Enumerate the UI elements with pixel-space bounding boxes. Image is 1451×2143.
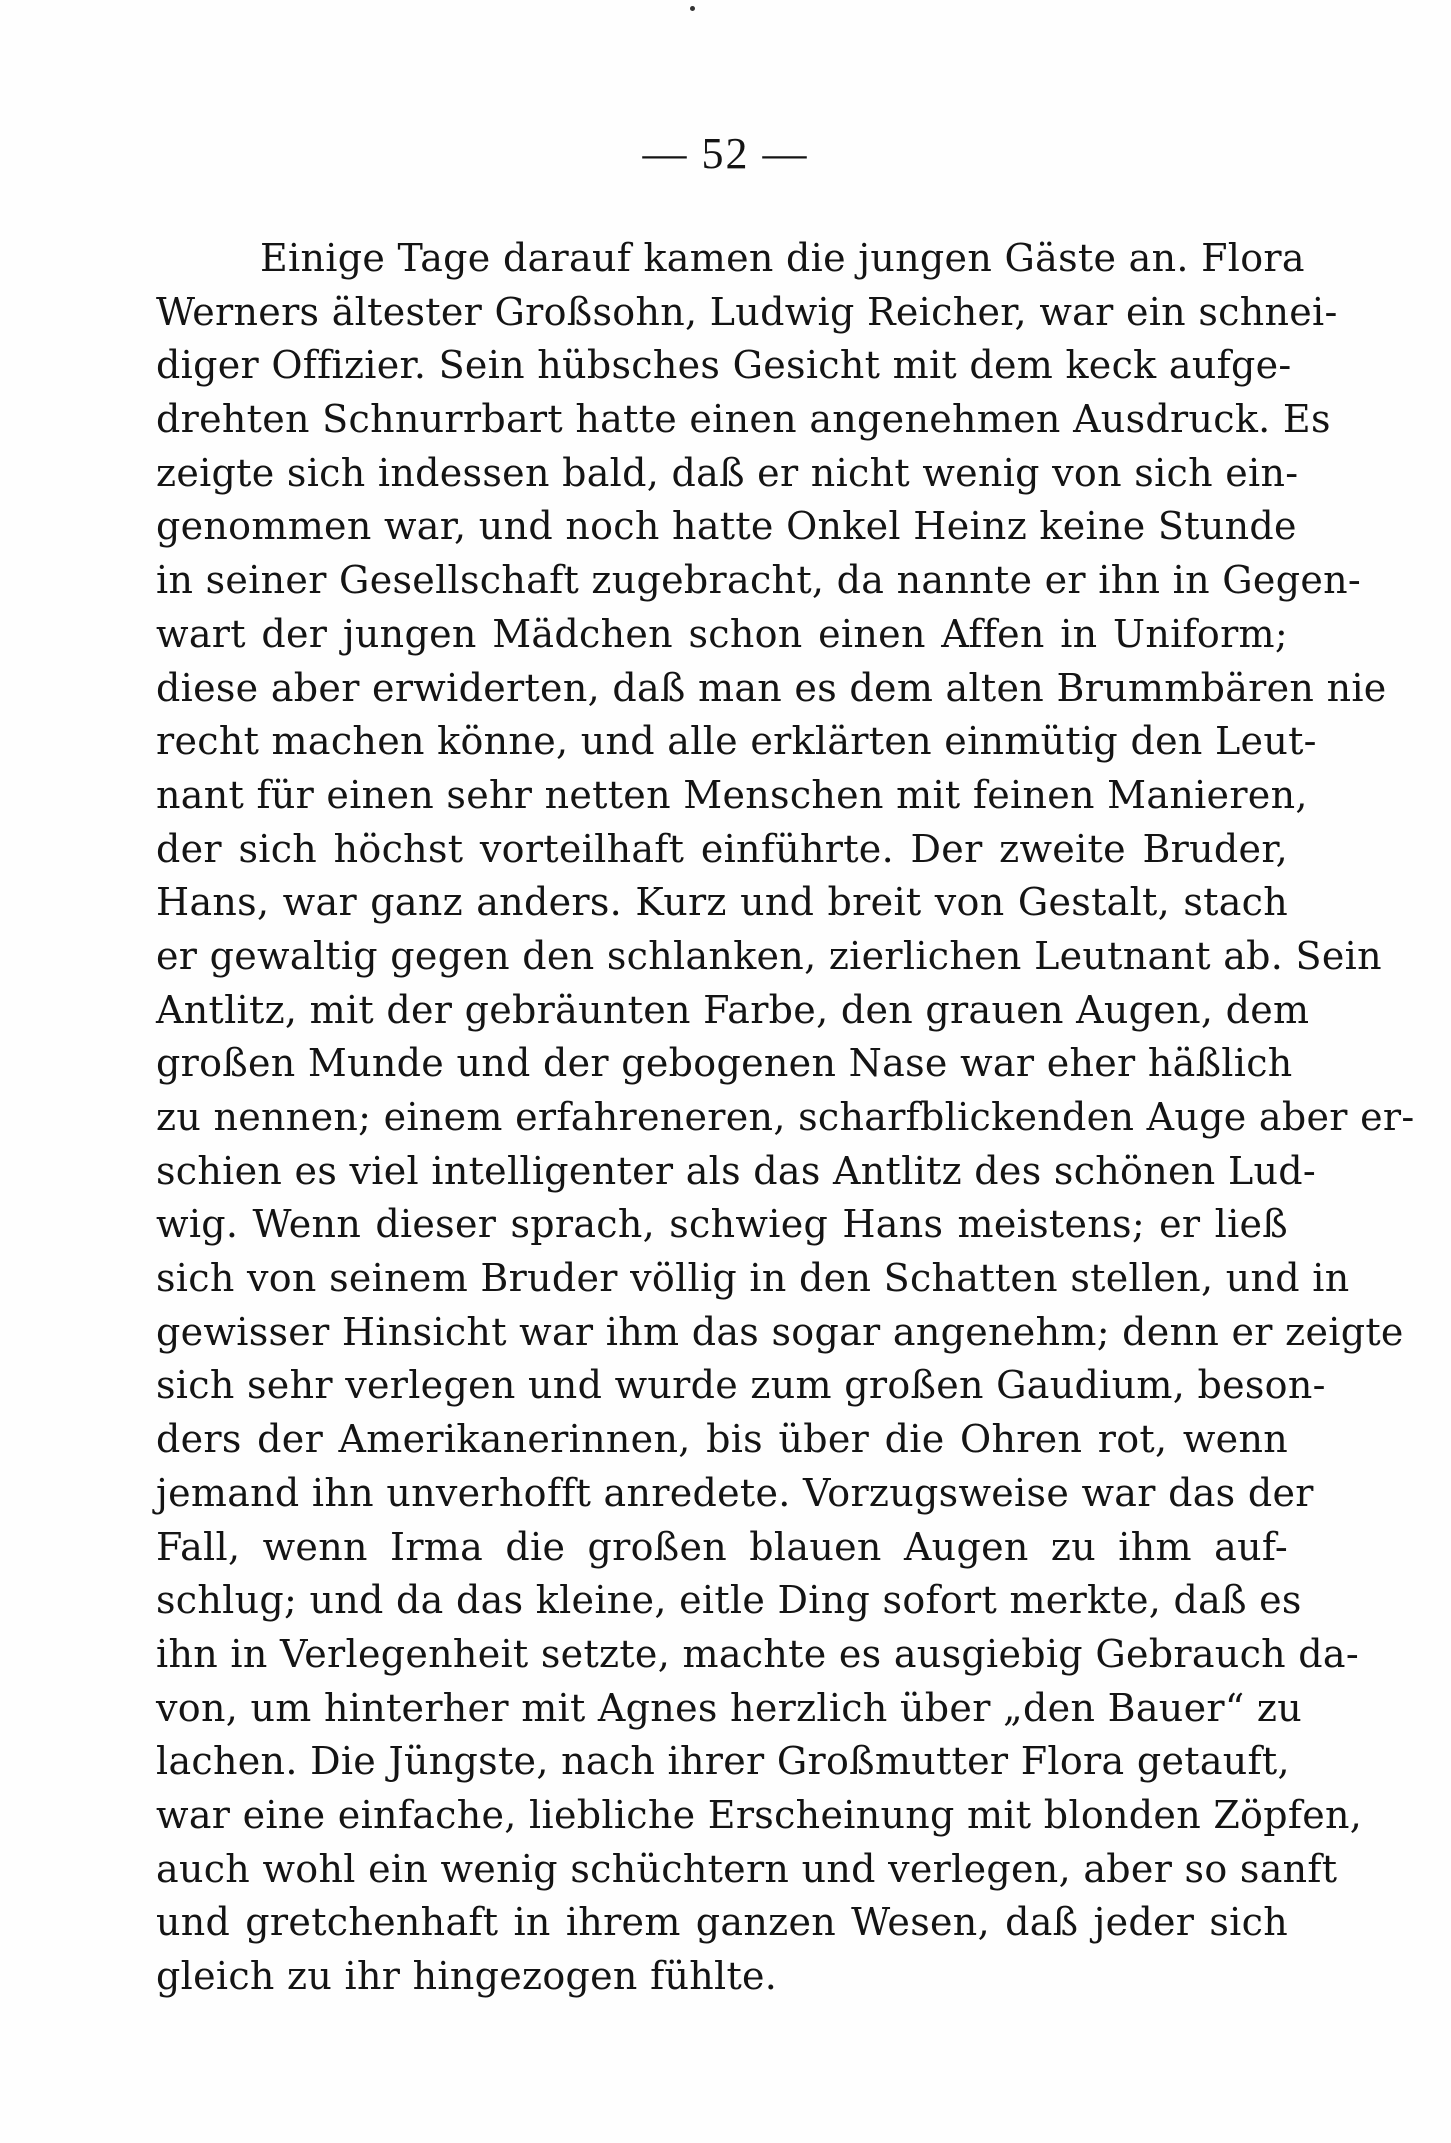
text-line: jemand ihn unverhofft anredete. Vorzugsweise war das der <box>156 1470 1314 1515</box>
text-line: gleich zu ihr hingezogen fühlte. <box>156 1954 778 1998</box>
text-line: wart der jungen Mädchen schon einen Affen in Uniform; <box>156 611 1288 656</box>
text-line: zu nennen; einem erfahreneren, scharfblickenden Auge aber er- <box>156 1095 1415 1139</box>
text-line: diese aber erwiderten, daß man es dem alten Brummbären nie <box>156 665 1387 710</box>
text-line: schlug; und da das kleine, eitle Ding sofort merkte, daß es <box>156 1578 1302 1623</box>
text-line: in seiner Gesellschaft zugebracht, da nannte er ihn in Gegen- <box>156 558 1362 603</box>
text-line: wig. Wenn dieser sprach, schwieg Hans meistens; er ließ <box>156 1202 1288 1247</box>
text-line: schien es viel intelligenter als das Antlitz des schönen Lud- <box>156 1148 1317 1193</box>
text-line: drehten Schnurrbart hatte einen angenehmen Ausdruck. Es <box>156 397 1331 442</box>
text-line: von, um hinterher mit Agnes herzlich über „den Bauer“ zu <box>156 1685 1303 1730</box>
body-text <box>156 232 1415 2004</box>
text-line: diger Offizier. Sein hübsches Gesicht mit dem keck aufge- <box>156 343 1292 388</box>
text-line: zeigte sich indessen bald, daß er nicht wenig von sich ein- <box>156 450 1299 495</box>
text-line: nant für einen sehr netten Menschen mit feinen Manieren, <box>156 772 1308 817</box>
text-line: genommen war, und noch hatte Onkel Heinz keine Stunde <box>156 504 1297 549</box>
text-line: Werners ältester Großsohn, Ludwig Reicher, war ein schnei- <box>156 289 1338 334</box>
text-line: und gretchenhaft in ihrem ganzen Wesen, daß jeder sich <box>156 1900 1288 1945</box>
text-line: Antlitz, mit der gebräunten Farbe, den grauen Augen, dem <box>156 987 1310 1032</box>
text-line: war eine einfache, liebliche Erscheinung mit blonden Zöpfen, <box>156 1792 1363 1837</box>
text-line: lachen. Die Jüngste, nach ihrer Großmutter Flora getauft, <box>156 1739 1290 1784</box>
ink-speck <box>690 6 695 11</box>
text-line: ders der Amerikanerinnen, bis über die Ohren rot, wenn <box>156 1417 1288 1462</box>
page-number: — 52 — <box>642 129 809 178</box>
text-line: er gewaltig gegen den schlanken, zierlichen Leutnant ab. Sein <box>156 933 1382 978</box>
text-line: ihn in Verlegenheit setzte, machte es ausgiebig Gebrauch da- <box>156 1631 1360 1676</box>
text-line: recht machen könne, und alle erklärten einmütig den Leut- <box>156 719 1317 764</box>
text-line: der sich höchst vorteilhaft einführte. Der zweite Bruder, <box>156 826 1288 871</box>
text-line: sich von seinem Bruder völlig in den Schatten stellen, und in <box>156 1256 1350 1301</box>
text-line: Einige Tage darauf kamen die jungen Gäste an. Flora <box>260 236 1305 280</box>
text-line: Fall, wenn Irma die großen blauen Augen zu ihm auf- <box>156 1524 1288 1569</box>
text-line: großen Munde und der gebogenen Nase war eher häßlich <box>156 1041 1293 1086</box>
text-line: sich sehr verlegen und wurde zum großen Gaudium, beson- <box>156 1363 1326 1408</box>
text-line: auch wohl ein wenig schüchtern und verlegen, aber so sanft <box>156 1846 1338 1891</box>
text-line: Hans, war ganz anders. Kurz und breit von Gestalt, stach <box>156 880 1288 925</box>
text-line: gewisser Hinsicht war ihm das sogar angenehm; denn er zeigte <box>156 1309 1404 1354</box>
